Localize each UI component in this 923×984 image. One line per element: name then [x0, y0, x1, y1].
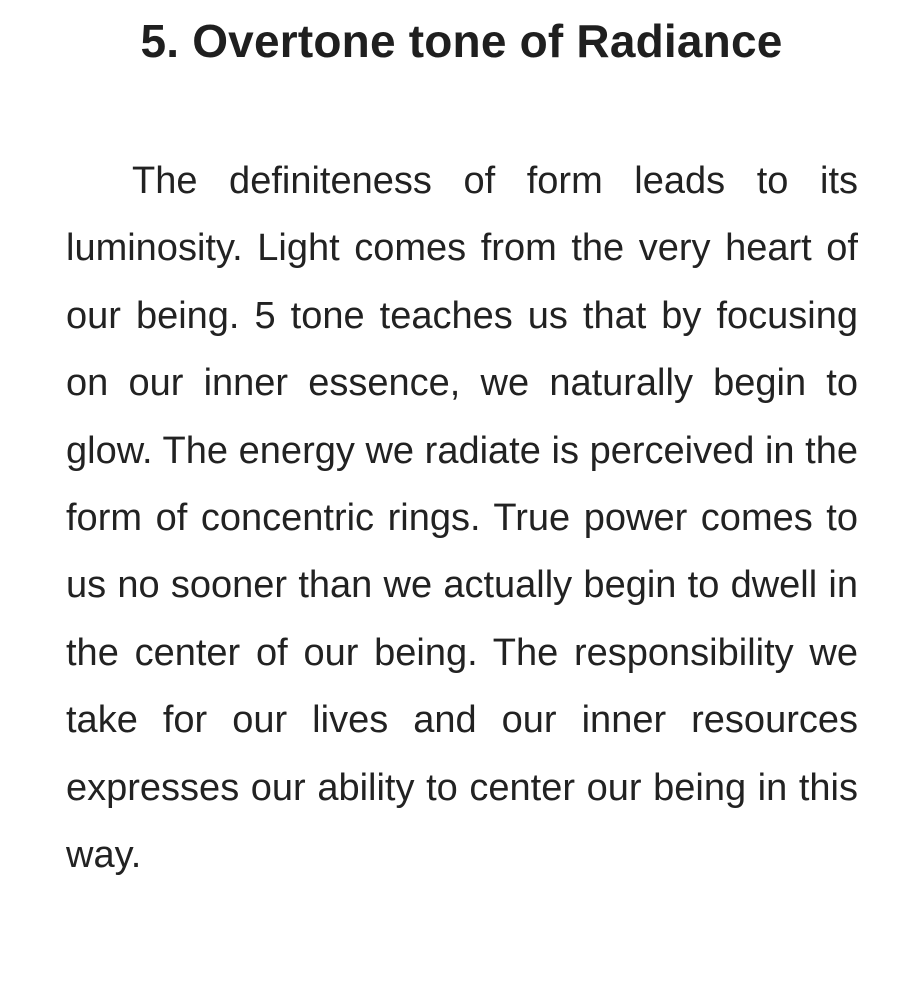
section-paragraph: The definiteness of form leads to its luminosity. Light comes from the very heart of our being. 5 tone teaches us that by focusing on our inner essence, we naturally begin to glow. The energy we radiate is perceived in the form of concentric rings. True power comes to us no sooner than we actually begin to dwell in the center of our being. The responsibility we take for our lives and our inner resources expresses our ability to center our being in this way.: [66, 160, 858, 877]
section-title: 5. Overtone tone of Radiance: [140, 15, 783, 67]
